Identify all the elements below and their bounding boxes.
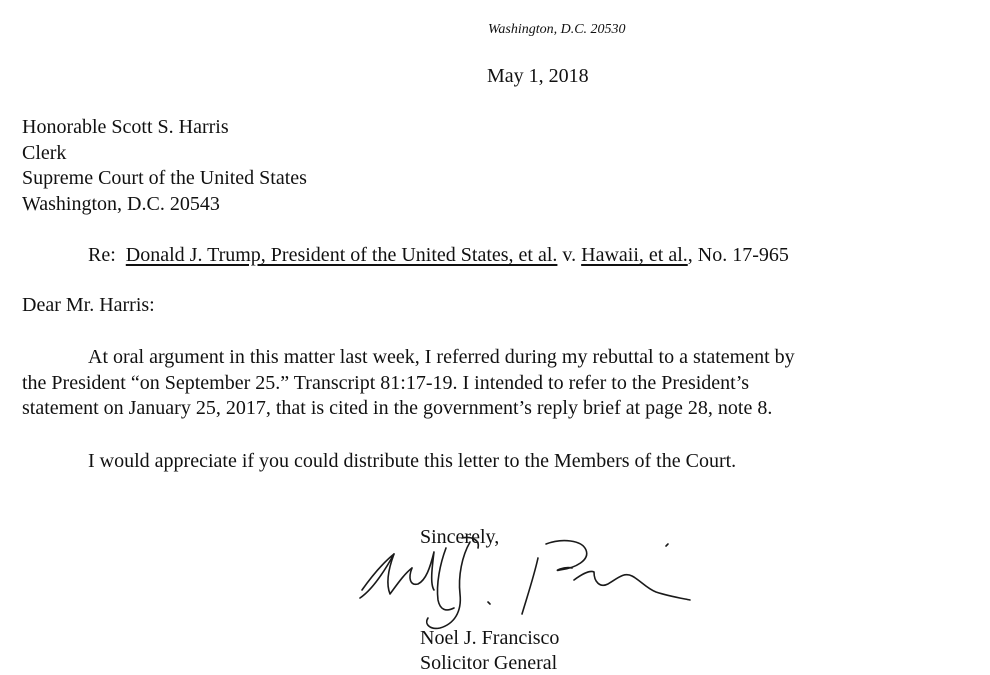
paragraph-line: the President “on September 25.” Transcript 81:17-19. I intended to refer to the President’s: [22, 371, 750, 394]
body-paragraph-2: I would appreciate if you could distribute this letter to the Members of the Court.: [88, 450, 737, 472]
letterhead-location: Washington, D.C. 20530: [488, 22, 626, 37]
re-line: [88, 243, 789, 267]
paragraph-line: statement on January 25, 2017, that is cited in the government’s reply brief at page 28, note 8.: [22, 397, 773, 419]
re-prefix: Re:: [88, 244, 116, 266]
recipient-city: Washington, D.C. 20543: [22, 192, 220, 215]
closing: Sincerely,: [420, 526, 500, 548]
recipient-title: Clerk: [22, 141, 67, 164]
letter-date: May 1, 2018: [487, 65, 589, 87]
case-petitioner: Donald J. Trump, President of the United States, et al.: [125, 244, 558, 266]
recipient-address: [22, 115, 307, 217]
recipient-name: Honorable Scott S. Harris: [22, 116, 229, 138]
case-versus: v.: [562, 244, 577, 266]
body-paragraph-1: [22, 345, 892, 422]
signer-title: Solicitor General: [420, 652, 558, 674]
paragraph-line: At oral argument in this matter last week, I referred during my rebuttal to a statement by: [88, 346, 795, 368]
case-docket: , No. 17-965: [687, 244, 789, 266]
signer-name: Noel J. Francisco: [420, 627, 560, 649]
salutation: Dear Mr. Harris:: [22, 294, 155, 316]
case-respondent: Hawaii, et al.: [581, 244, 688, 266]
recipient-organization: Supreme Court of the United States: [22, 167, 307, 190]
